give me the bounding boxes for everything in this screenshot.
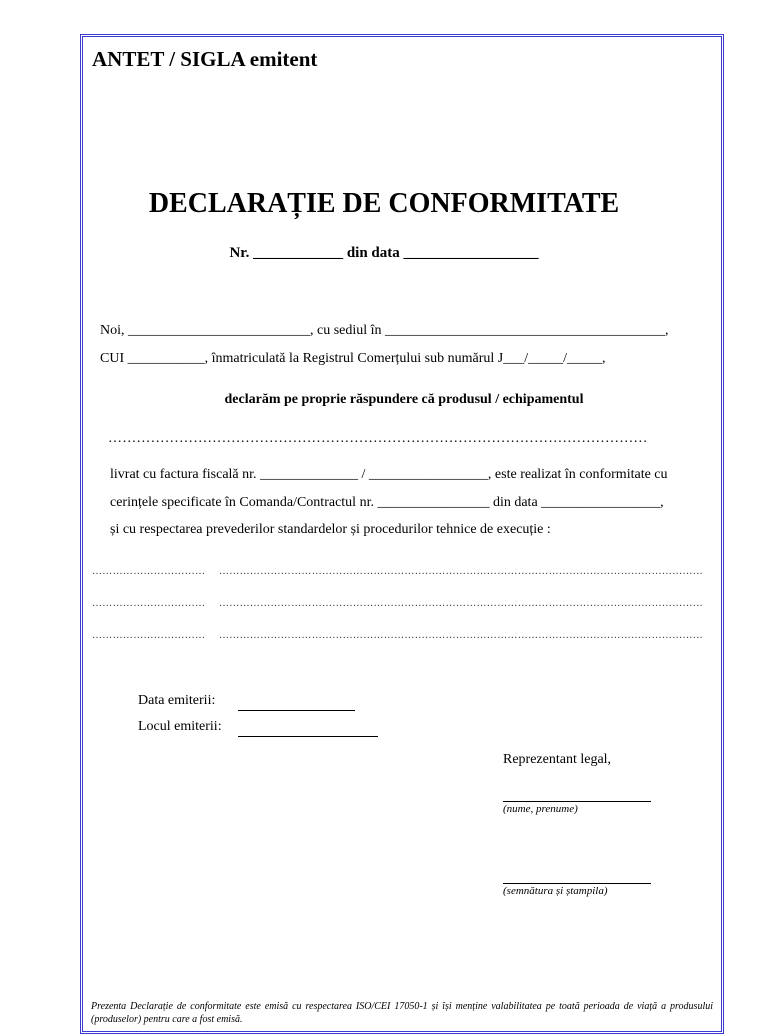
intro-line-company: Noi, __________________________, cu sediul în ________________________________________, bbox=[100, 323, 669, 338]
name-caption: (nume, prenume) bbox=[503, 803, 578, 815]
legal-representative-label: Reprezentant legal, bbox=[503, 752, 612, 767]
declaration-statement: declarăm pe proprie răspundere că produsul / echipamentul bbox=[224, 392, 584, 407]
standard-description-field: …………………………………………………………………………………………………………………………… bbox=[219, 566, 704, 577]
name-signature-line bbox=[503, 801, 651, 802]
number-date-line: Nr. ____________ din data __________________ bbox=[229, 245, 539, 261]
header-antet: ANTET / SIGLA emitent bbox=[92, 47, 318, 71]
stamp-caption: (semnătura și ștampila) bbox=[503, 885, 608, 897]
paragraph-line-invoice: livrat cu factura fiscală nr. ______________ / _________________, este realizat în conformitate cu bbox=[110, 467, 668, 482]
document-title: DECLARAȚIE DE CONFORMITATE bbox=[148, 188, 620, 219]
paragraph-line-order: cerințele specificate în Comanda/Contractul nr. ________________ din data _________________, bbox=[110, 495, 664, 510]
standard-description-field: …………………………………………………………………………………………………………………………… bbox=[219, 598, 704, 609]
intro-line-registration: CUI ___________, înmatriculată la Registrul Comerțului sub numărul J___/_____/_____, bbox=[100, 351, 606, 366]
footer-note: Prezenta Declarație de conformitate este emisă cu respectarea ISO/CEI 17050-1 și își menține valabilitatea pe toată perioada de viață a produsului (produselor) pentru care a fost emisă. bbox=[91, 1001, 713, 1025]
stamp-signature-line bbox=[503, 883, 651, 884]
issue-date-blank bbox=[238, 710, 355, 711]
product-name-field: …………………………………………………………………………………………………… bbox=[108, 431, 648, 446]
issue-place-blank bbox=[238, 736, 378, 737]
standard-code-field: …………………………… bbox=[92, 598, 206, 609]
standard-description-field: …………………………………………………………………………………………………………………………… bbox=[219, 630, 704, 641]
standard-code-field: …………………………… bbox=[92, 630, 206, 641]
issue-place-label: Locul emiterii: bbox=[138, 719, 222, 734]
issue-date-label: Data emiterii: bbox=[138, 693, 216, 708]
paragraph-line-standards: și cu respectarea prevederilor standardelor și procedurilor tehnice de execuție : bbox=[110, 522, 551, 537]
standard-code-field: …………………………… bbox=[92, 566, 206, 577]
